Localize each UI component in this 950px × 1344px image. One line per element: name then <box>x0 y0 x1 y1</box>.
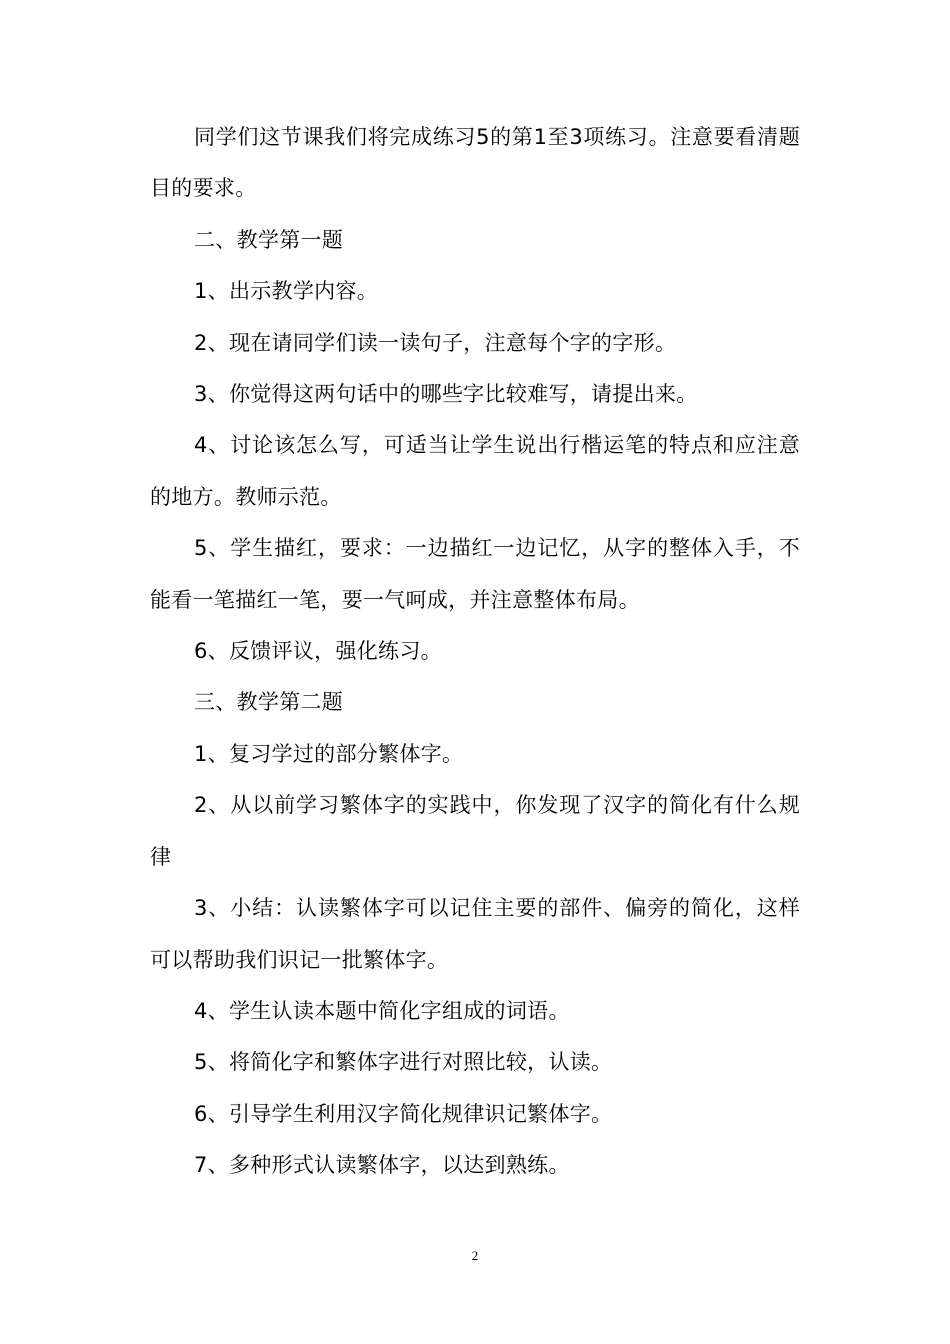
list-item: 5、将简化字和繁体字进行对照比较，认读。 <box>194 1050 613 1075</box>
paragraph-intro: 同学们这节课我们将完成练习5的第1至3项练习。注意要看清题目的要求。 <box>150 125 800 201</box>
list-item: 7、多种形式认读繁体字，以达到熟练。 <box>194 1153 570 1178</box>
list-item: 2、现在请同学们读一读句子，注意每个字的字形。 <box>194 330 677 355</box>
document-body <box>150 112 800 1192</box>
section-heading-2: 二、教学第一题 <box>194 227 344 252</box>
list-item: 4、讨论该怎么写，可适当让学生说出行楷运笔的特点和应注意的地方。教师示范。 <box>150 433 800 509</box>
list-item: 1、复习学过的部分繁体字。 <box>194 741 464 766</box>
page-number: 2 <box>471 1248 479 1263</box>
list-item: 6、引导学生利用汉字简化规律识记繁体字。 <box>194 1101 613 1126</box>
list-item: 5、学生描红，要求：一边描红一边记忆，从字的整体入手，不能看一笔描红一笔，要一气呵成，并注意整体布局。 <box>150 536 800 612</box>
section-heading-3: 三、教学第二题 <box>194 690 344 715</box>
list-item: 4、学生认读本题中简化字组成的词语。 <box>194 998 570 1023</box>
list-item: 3、你觉得这两句话中的哪些字比较难写，请提出来。 <box>194 382 698 407</box>
list-item: 6、反馈评议，强化练习。 <box>194 639 442 664</box>
list-item: 3、小结：认读繁体字可以记住主要的部件、偏旁的简化，这样可以帮助我们识记一批繁体字。 <box>150 896 800 972</box>
list-item: 2、从以前学习繁体字的实践中，你发现了汉字的简化有什么规律 <box>150 793 800 869</box>
list-item: 1、出示教学内容。 <box>194 279 379 304</box>
